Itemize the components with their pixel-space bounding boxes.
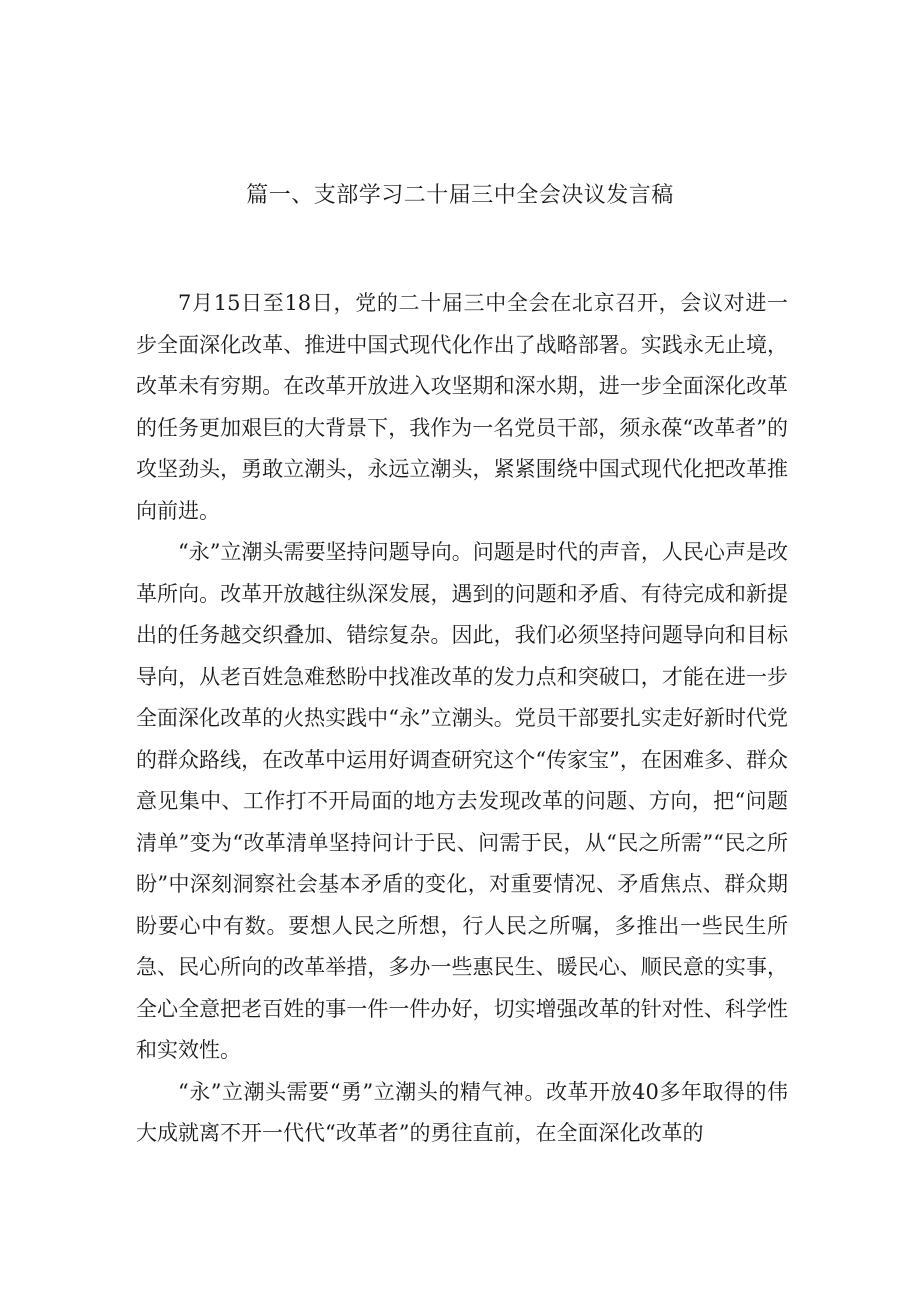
- paragraph-1: 7月15日至18日，党的二十届三中全会在北京召开，会议对进一步全面深化改革、推进中国式现代化作出了战略部署。实践永无止境，改革未有穷期。在改革开放进入攻坚期和深水期，进一步全面深化改革的任务更加艰巨的大背景下，我作为一名党员干部，须永葆“改革者”的攻坚劲头，勇敢立潮头，永远立潮头，紧紧围绕中国式现代化把改革推向前进。: [136, 291, 788, 523]
- paragraph-2: “永”立潮头需要坚持问题导向。问题是时代的声音，人民心声是改革所向。改革开放越往纵深发展，遇到的问题和矛盾、有待完成和新提出的任务越交织叠加、错综复杂。因此，我们必须坚持问题导向和目标导向，从老百姓急难愁盼中找准改革的发力点和突破口，才能在进一步全面深化改革的火热实践中“永”立潮头。党员干部要扎实走好新时代党的群众路线，在改革中运用好调查研究这个“传家宝”，在困难多、群众意见集中、工作打不开局面的地方去发现改革的问题、方向，把“问题清单”变为“改革清单坚持问计于民、问需于民，从“民之所需”“民之所盼”中深刻洞察社会基本矛盾的变化，对重要情况、矛盾焦点、群众期盼要心中有数。要想人民之所想，行人民之所嘱，多推出一些民生所急、民心所向的改革举措，多办一些惠民生、暖民心、顺民意的实事，全心全意把老百姓的事一件一件办好，切实增强改革的针对性、科学性和实效性。: [136, 540, 788, 1062]
- paragraph-3: “永”立潮头需要“勇”立潮头的精气神。改革开放40多年取得的伟大成就离不开一代代“改革者”的勇往直前，在全面深化改革的: [136, 1079, 788, 1145]
- document-title: 篇一、支部学习二十届三中全会决议发言稿: [246, 183, 674, 208]
- document-body: [136, 283, 788, 1155]
